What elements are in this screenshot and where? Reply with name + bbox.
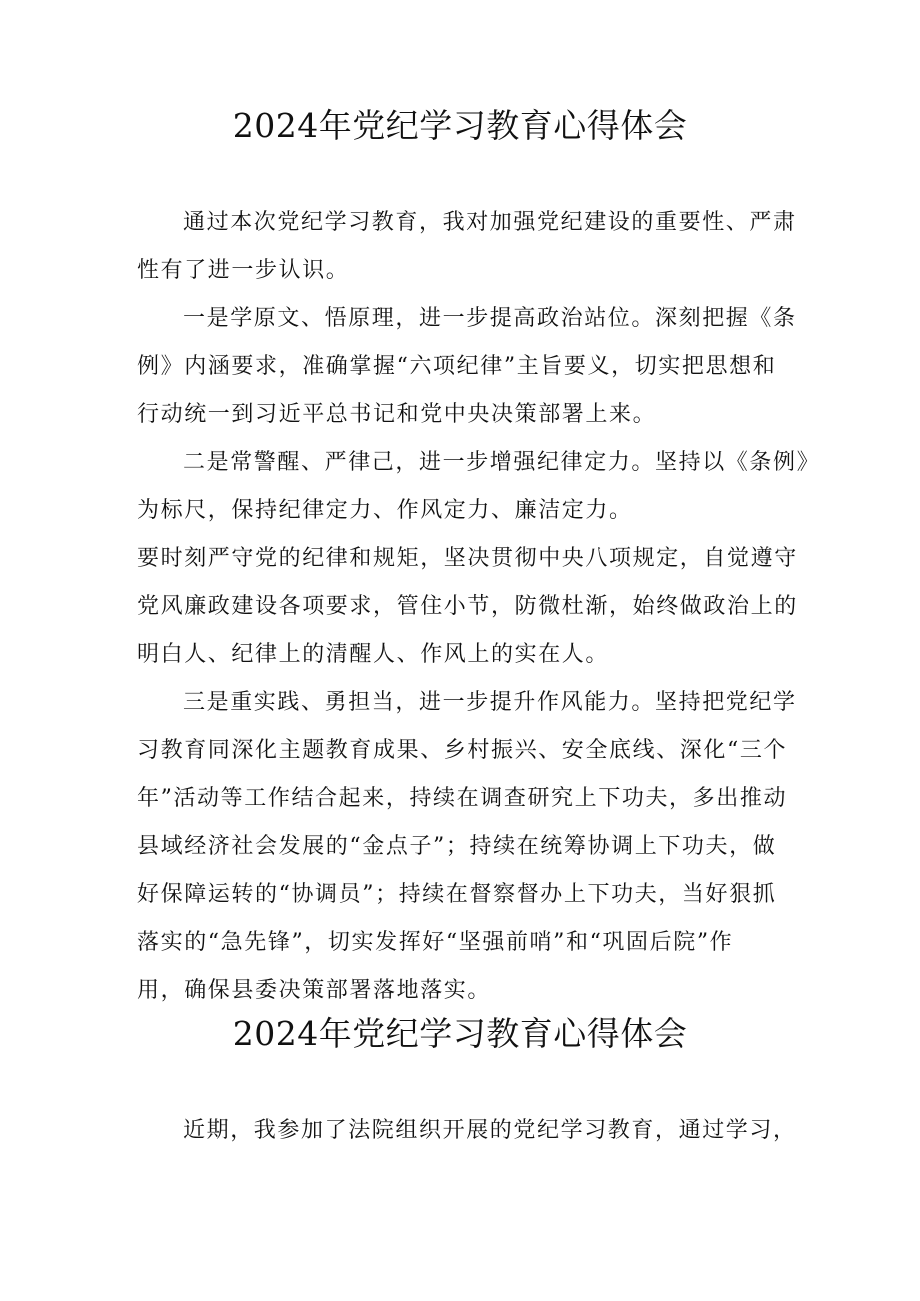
article-1-line-13: 年”活动等工作结合起来，持续在调查研究上下功夫，多出推动 [137,786,788,811]
article-1-title: 2024年党纪学习教育心得体会 [232,106,688,145]
article-1-line-11: 三是重实践、勇担当，进一步提升作风能力。坚持把党纪学 [183,690,797,715]
article-1-line-3: 一是学原文、悟原理，进一步提高政治站位。深刻把握《条 [183,306,797,331]
article-1-line-4: 例》内涵要求，准确掌握“六项纪律”主旨要义，切实把思想和 [137,354,777,379]
article-1-line-9: 党风廉政建设各项要求，管住小节，防微杜渐，始终做政治上的 [137,594,798,619]
article-1-line-17: 用，确保县委决策部署落地落实。 [137,978,492,1003]
article-1-line-6: 二是常警醒、严律己，进一步增强纪律定力。坚持以《条例》 [183,450,821,475]
article-1-line-15: 好保障运转的“协调员”；持续在督察督办上下功夫，当好狠抓 [137,882,777,907]
article-1-line-16: 落实的“急先锋”，切实发挥好“坚强前哨”和“巩固后院”作 [137,930,734,955]
article-2-line-1: 近期，我参加了法院组织开展的党纪学习教育，通过学习， [183,1118,797,1143]
article-1-line-7: 为标尺，保持纪律定力、作风定力、廉洁定力。 [137,498,633,523]
article-1-line-12: 习教育同深化主题教育成果、乡村振兴、安全底线、深化“三个 [137,738,788,763]
article-1-line-2: 性有了进一步认识。 [137,258,350,283]
article-1-line-14: 县域经济社会发展的“金点子”；持续在统筹协调上下功夫，做 [137,834,777,859]
article-1-line-5: 行动统一到习近平总书记和党中央决策部署上来。 [137,402,657,427]
article-2-title: 2024年党纪学习教育心得体会 [232,1014,688,1053]
article-1-line-1: 通过本次党纪学习教育，我对加强党纪建设的重要性、严肃 [183,210,797,235]
article-1-line-8: 要时刻严守党的纪律和规矩，坚决贯彻中央八项规定，自觉遵守 [137,546,798,571]
article-1-line-10: 明白人、纪律上的清醒人、作风上的实在人。 [137,642,610,667]
